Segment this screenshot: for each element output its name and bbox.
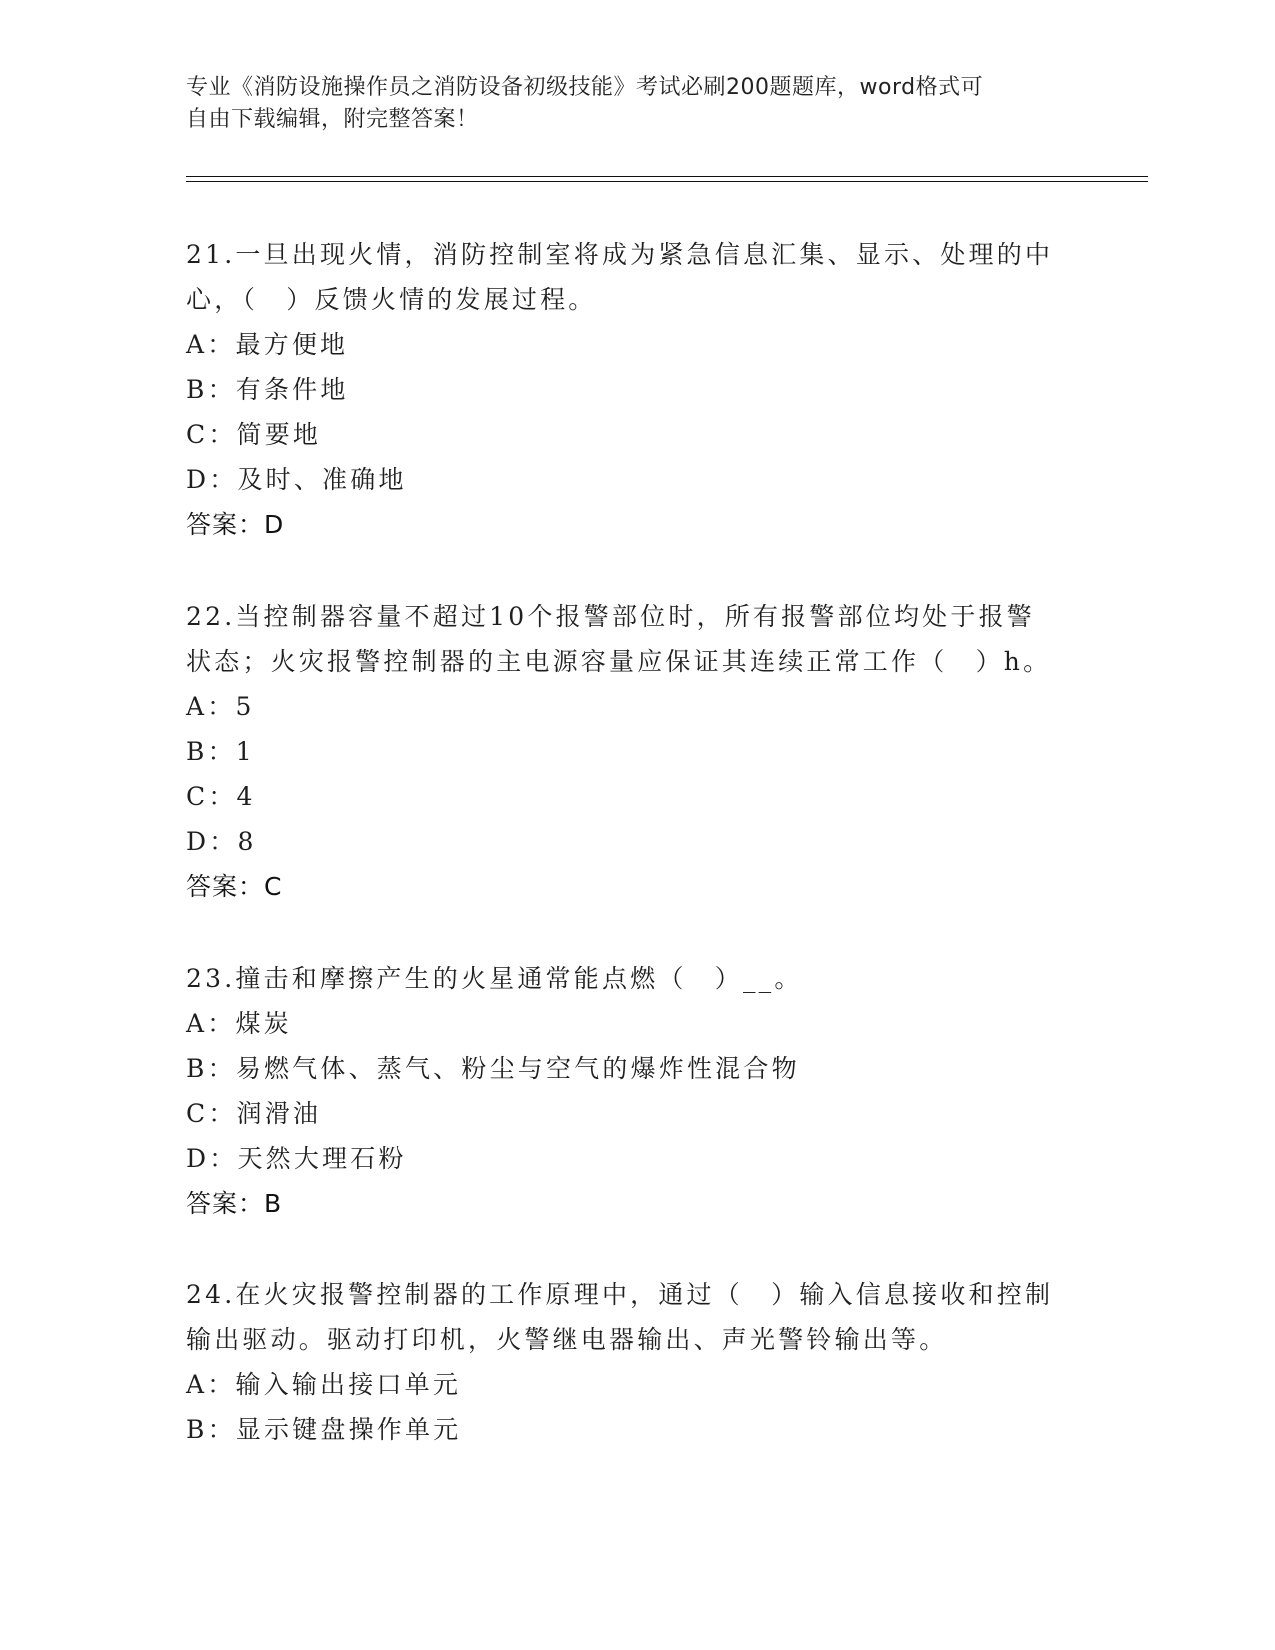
- option-c: C：4: [186, 782, 256, 811]
- question-23: [186, 956, 1086, 1226]
- question-stem-line: 24.在火灾报警控制器的工作原理中，通过（ ）输入信息接收和控制: [186, 1280, 1054, 1309]
- answer-line: 答案：C: [186, 872, 283, 901]
- answer-line: 答案：D: [186, 510, 285, 539]
- answer-line: 答案：B: [186, 1189, 283, 1218]
- option-b: B：有条件地: [186, 375, 349, 404]
- question-24: [186, 1272, 1086, 1452]
- question-stem-line: 21.一旦出现火情，消防控制室将成为紧急信息汇集、显示、处理的中: [186, 240, 1054, 269]
- question-stem-line: 状态；火灾报警控制器的主电源容量应保证其连续正常工作（ ）h。: [186, 647, 1052, 676]
- header-line-1: 专业《消防设施操作员之消防设备初级技能》考试必刷200题题库，word格式可: [186, 75, 984, 100]
- question-stem-line: 心，（ ）反馈火情的发展过程。: [186, 285, 597, 314]
- question-22: [186, 594, 1086, 909]
- option-a: A：5: [186, 692, 255, 721]
- document-header: [186, 72, 1066, 136]
- option-b: B：易燃气体、蒸气、粉尘与空气的爆炸性混合物: [186, 1054, 800, 1083]
- option-d: D：天然大理石粉: [186, 1144, 407, 1173]
- question-stem-line: 22.当控制器容量不超过10个报警部位时，所有报警部位均处于报警: [186, 602, 1035, 631]
- option-a: A：输入输出接口单元: [186, 1370, 462, 1399]
- option-d: D：及时、准确地: [186, 465, 407, 494]
- option-b: B：1: [186, 737, 255, 766]
- header-divider-top: [186, 176, 1148, 177]
- option-d: D：8: [186, 827, 257, 856]
- option-c: C：简要地: [186, 420, 322, 449]
- question-21: [186, 232, 1086, 547]
- question-stem-line: 输出驱动。驱动打印机，火警继电器输出、声光警铃输出等。: [186, 1325, 948, 1354]
- header-divider-bottom: [186, 181, 1148, 182]
- question-stem-line: 23.撞击和摩擦产生的火星通常能点燃（ ）__。: [186, 964, 803, 993]
- header-line-2: 自由下载编辑，附完整答案！: [186, 107, 479, 132]
- option-c: C：润滑油: [186, 1099, 322, 1128]
- option-a: A：煤炭: [186, 1009, 292, 1038]
- option-a: A：最方便地: [186, 330, 349, 359]
- option-b: B：显示键盘操作单元: [186, 1415, 462, 1444]
